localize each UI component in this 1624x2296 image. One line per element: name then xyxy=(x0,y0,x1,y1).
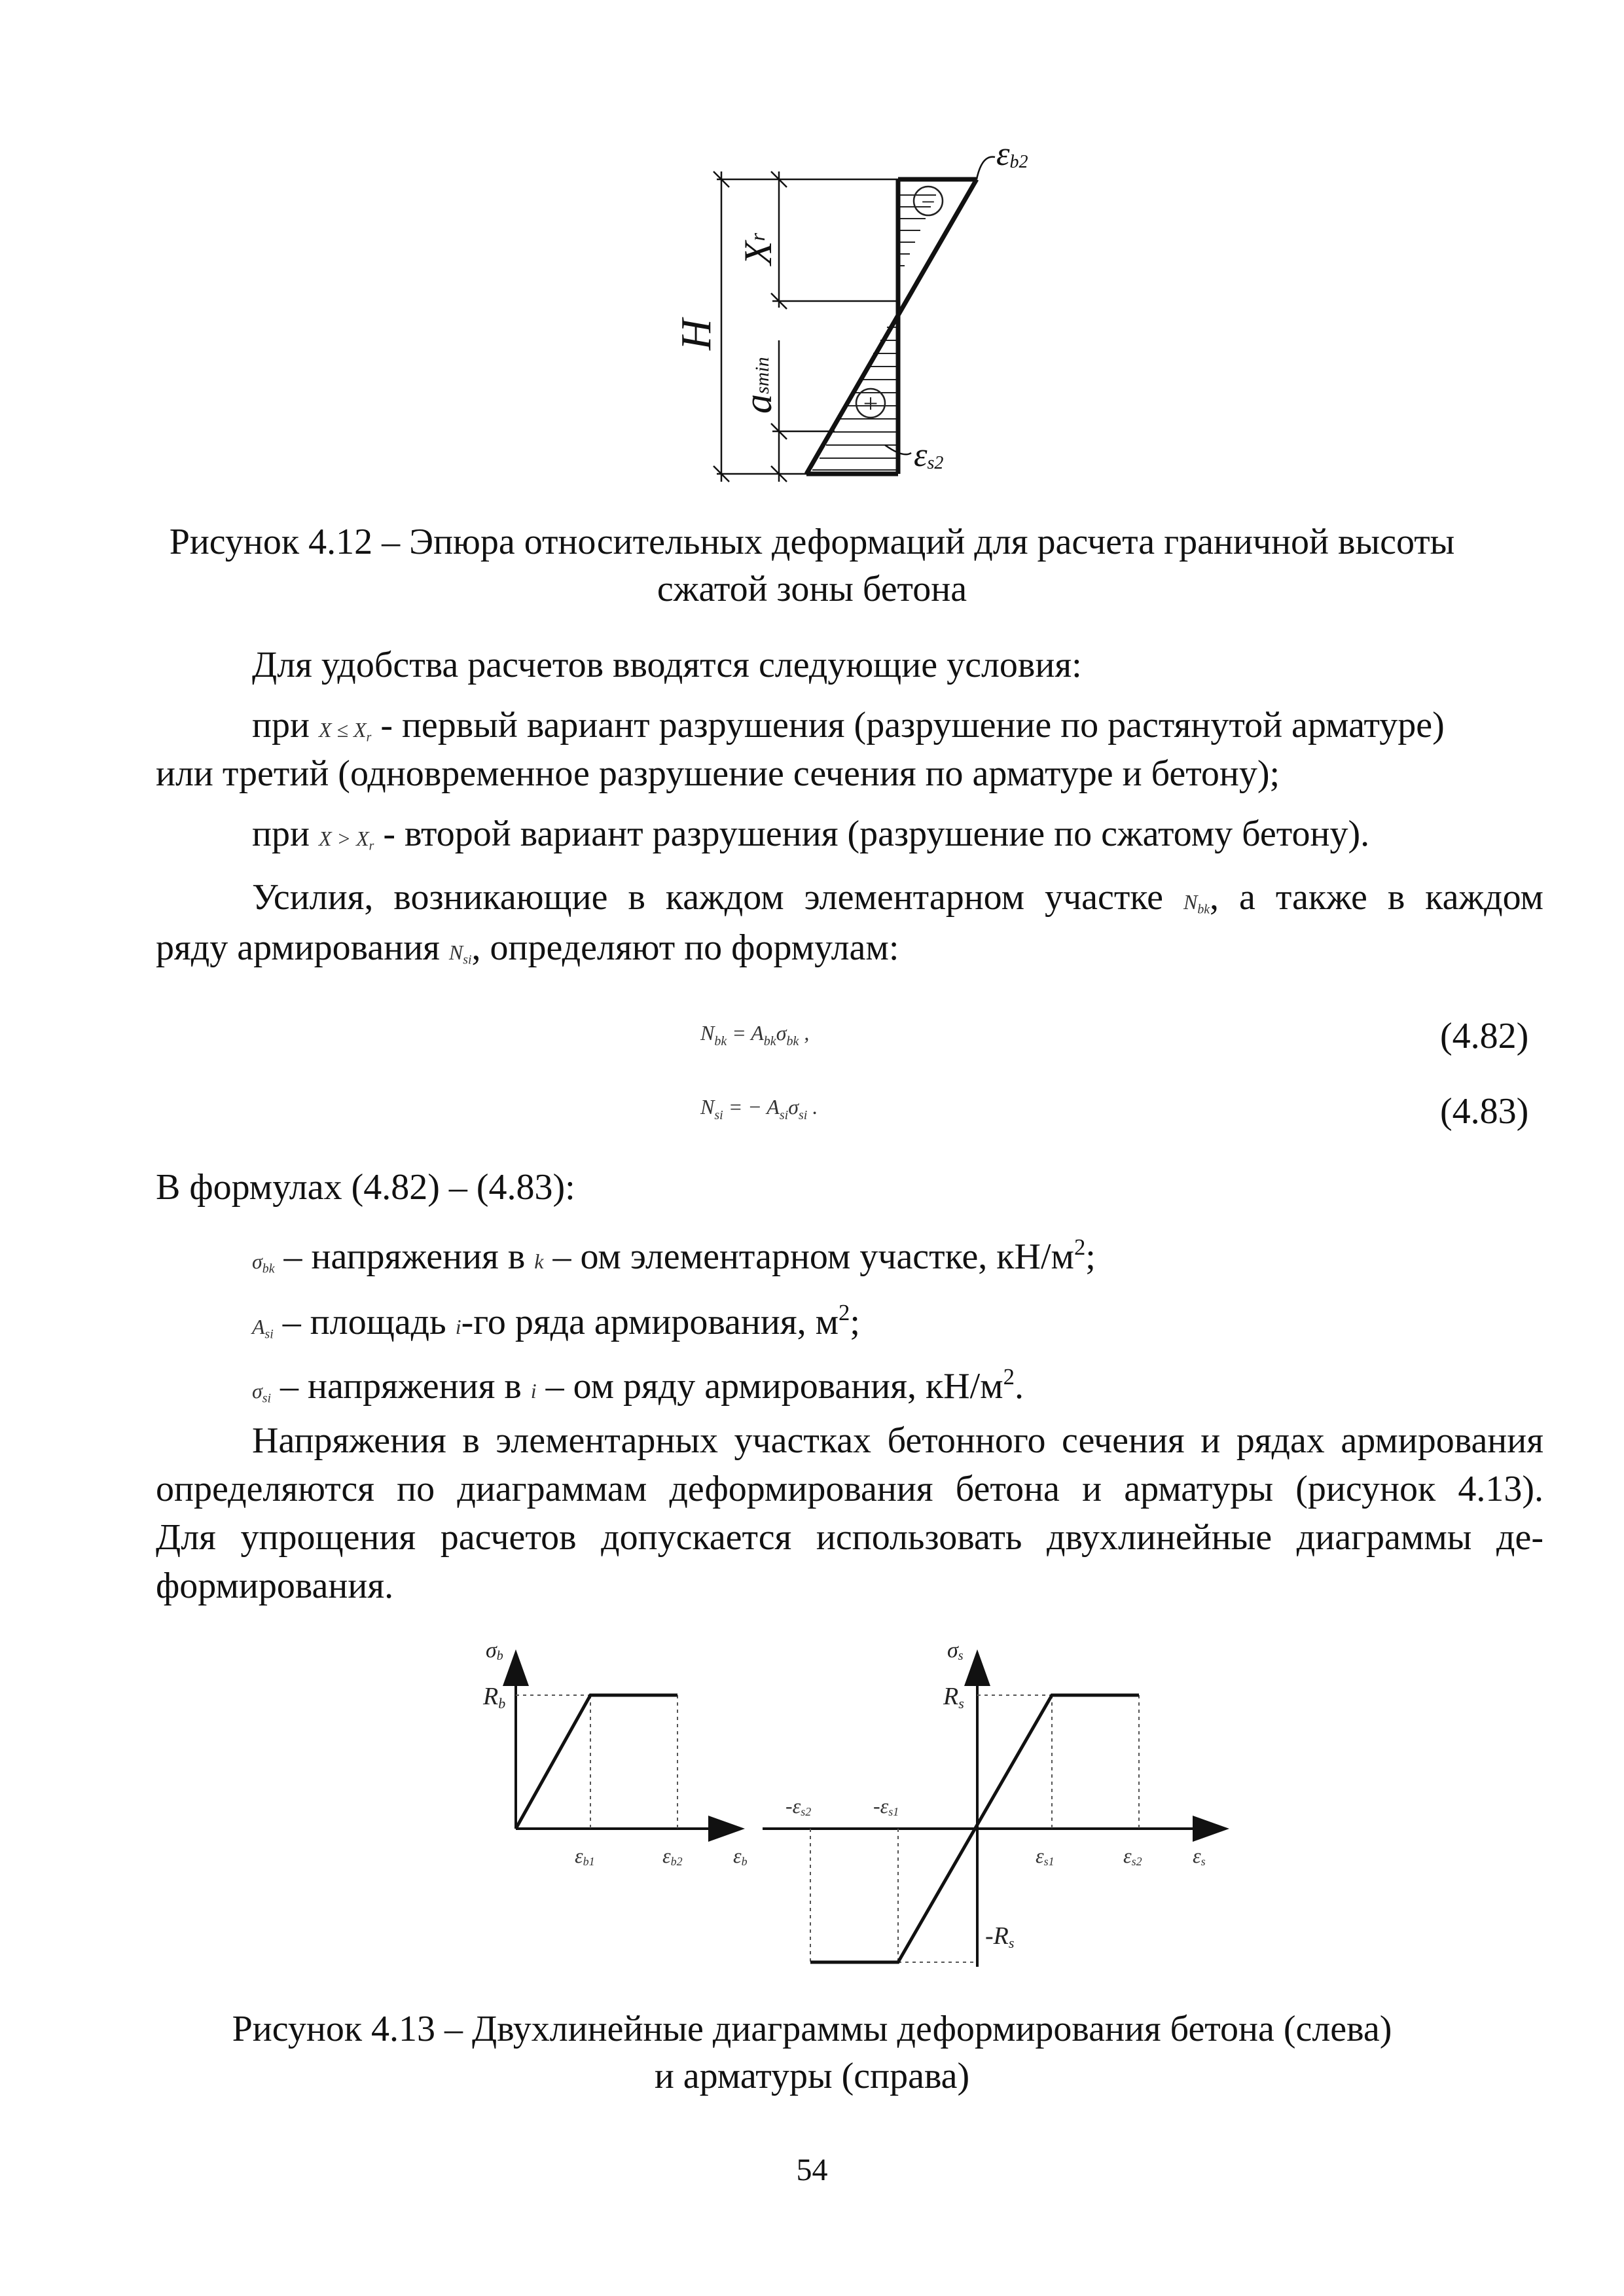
reinf-neg-eps-s2-label: -εs2 xyxy=(785,1794,812,1818)
condition-2-line xyxy=(252,809,1369,870)
asmin-label: asmin xyxy=(736,357,780,414)
def-sigma-bk-end: ; xyxy=(1085,1236,1096,1277)
figure-4-12-caption-line1: Рисунок 4.12 – Эпюра относительных деформаций для расчета граничной высоты xyxy=(169,522,1455,562)
equation-4-83-svg xyxy=(700,1092,897,1124)
def-A-si-i: i xyxy=(455,1314,461,1338)
definition-sigma-bk xyxy=(252,1223,1096,1293)
eps-b2-label: εb2 xyxy=(996,135,1028,173)
def-A-si-sup: 2 xyxy=(839,1300,850,1325)
reinf-eps-s1-label: εs1 xyxy=(1036,1844,1055,1868)
svg-text:Nsi = − Asiσsi .: $N_{si}$ = − $A_{si}\sigma_{si}$ . xyxy=(700,1095,818,1122)
strain-diagram-svg xyxy=(672,124,1054,497)
condition-2-prefix: при xyxy=(252,814,310,854)
def-A-si-a: – площадь xyxy=(282,1301,446,1342)
reinf-neg-Rs-label: -Rs xyxy=(985,1922,1015,1951)
svg-text:Nbk = Abkσbk ,: $N_{bk} = A_{bk}\sigma_{bk}$ , xyxy=(700,1021,810,1049)
condition-1-formula: $X \le X_r$ xyxy=(318,718,372,745)
def-sigma-bk-b: – ом элементарном участке, кН/м xyxy=(552,1236,1074,1277)
def-A-si-b: -го ряда армирования, м xyxy=(461,1301,839,1342)
forces-text-b: , а также в каждом xyxy=(1210,877,1543,918)
concrete-dashed-guides xyxy=(516,1695,677,1829)
concrete-eps-b1-label: εb1 xyxy=(575,1844,595,1868)
equation-4-83-number: (4.83) xyxy=(1440,1091,1529,1132)
reinf-eps-axis-label: εs xyxy=(1193,1844,1206,1868)
condition-2-formula: $X > X_r$ xyxy=(318,827,374,853)
stress-paragraph-line3: Для упрощения расчетов допускается использовать двухлинейные диаграммы де- xyxy=(156,1517,1543,1558)
reinf-Rs-label: Rs xyxy=(943,1683,964,1712)
eps-s2-label: εs2 xyxy=(914,437,944,474)
definition-sigma-si xyxy=(252,1352,1024,1423)
height-H-label: H xyxy=(672,319,720,350)
reinf-neg-eps-s1-label: -εs1 xyxy=(873,1794,899,1818)
equation-4-82 xyxy=(700,1018,897,1054)
concrete-eps-axis-label: εb xyxy=(733,1844,748,1868)
formulas-intro: В формулах (4.82) – (4.83): xyxy=(156,1167,575,1208)
def-sigma-si-b: – ом ряду армирования, кН/м xyxy=(545,1365,1003,1407)
condition-2-text: - второй вариант разрушения (разрушение по сжатому бетону). xyxy=(383,814,1370,854)
minus-sign-label: − xyxy=(921,188,935,216)
def-sigma-bk-k: k xyxy=(534,1249,544,1273)
concrete-eps-b2-label: εb2 xyxy=(662,1844,683,1868)
condition-1-line2: или третий (одновременное разрушение сечения по арматуре и бетону); xyxy=(156,753,1280,794)
figure-4-13-caption-line2: и арматуры (справа) xyxy=(654,2056,970,2096)
def-sigma-si-end: . xyxy=(1014,1365,1024,1407)
equation-4-82-number: (4.82) xyxy=(1440,1016,1529,1056)
xr-label: Xr xyxy=(736,232,780,265)
plus-sign-label: + xyxy=(863,389,878,418)
condition-1-text: - первый вариант разрушения (разрушение по растянутой арматуре) xyxy=(380,705,1445,745)
def-sigma-si-sup: 2 xyxy=(1003,1364,1015,1390)
symbol-Nbk: $N_{bk}$ xyxy=(1183,890,1210,917)
def-sigma-bk-a: – напряжения в xyxy=(283,1236,526,1277)
paragraph-conditions-intro: Для удобства расчетов вводятся следующие условия: xyxy=(252,645,1082,685)
def-A-si-end: ; xyxy=(850,1301,860,1342)
figure-4-12-caption-line2: сжатой зоны бетона xyxy=(657,569,967,609)
forces-text-c: ряду армирования xyxy=(156,927,440,968)
figure-4-12 xyxy=(672,124,1054,497)
def-sigma-si-a: – напряжения в xyxy=(280,1365,522,1407)
forces-text-d: , определяют по формулам: xyxy=(471,927,899,968)
stress-paragraph-line1: Напряжения в элементарных участках бетонного сечения и рядах армирования xyxy=(252,1420,1543,1461)
forces-text-a: Усилия, возникающие в каждом элементарном участке xyxy=(252,877,1164,918)
concrete-diagram xyxy=(482,1638,748,1868)
def-sigma-bk-sup: 2 xyxy=(1074,1234,1086,1260)
stress-paragraph-line4: формирования. xyxy=(156,1566,394,1606)
def-A-si-symbol: $A_{si}$ xyxy=(252,1314,274,1342)
figure-4-13-caption-line1: Рисунок 4.13 – Двухлинейные диаграммы деформирования бетона (слева) xyxy=(232,2009,1392,2049)
equation-4-83 xyxy=(700,1092,897,1128)
reinf-eps-s2-label: εs2 xyxy=(1123,1844,1142,1868)
page-number: 54 xyxy=(796,2153,828,2187)
definition-A-si xyxy=(252,1288,860,1359)
bilinear-diagrams-svg xyxy=(458,1623,1244,1990)
concrete-Rb-label: Rb xyxy=(483,1683,506,1712)
stress-paragraph-line2: определяются по диаграммам деформирования бетона и арматуры (рисунок 4.13). xyxy=(156,1469,1543,1509)
symbol-Nsi: $N_{si}$ xyxy=(448,941,472,967)
minus-sign xyxy=(914,187,943,216)
epure-outline xyxy=(806,179,977,474)
concrete-curve xyxy=(516,1695,677,1829)
plus-sign xyxy=(856,389,885,418)
def-sigma-bk-symbol: $\sigma_{bk}$ xyxy=(252,1249,275,1276)
forces-paragraph-line2 xyxy=(156,923,899,984)
hatching-bottom xyxy=(812,327,898,470)
equation-4-82-svg xyxy=(700,1018,897,1050)
concrete-sigma-label: σb xyxy=(486,1638,503,1663)
reinforcement-diagram xyxy=(763,1638,1211,1967)
def-sigma-si-symbol: $\sigma_{si}$ xyxy=(252,1378,272,1406)
dimension-lines xyxy=(713,157,995,482)
condition-1-prefix: при xyxy=(252,705,310,745)
figure-4-13 xyxy=(458,1623,1244,1990)
def-sigma-si-i: i xyxy=(530,1378,537,1403)
reinf-sigma-label: σs xyxy=(947,1638,964,1663)
